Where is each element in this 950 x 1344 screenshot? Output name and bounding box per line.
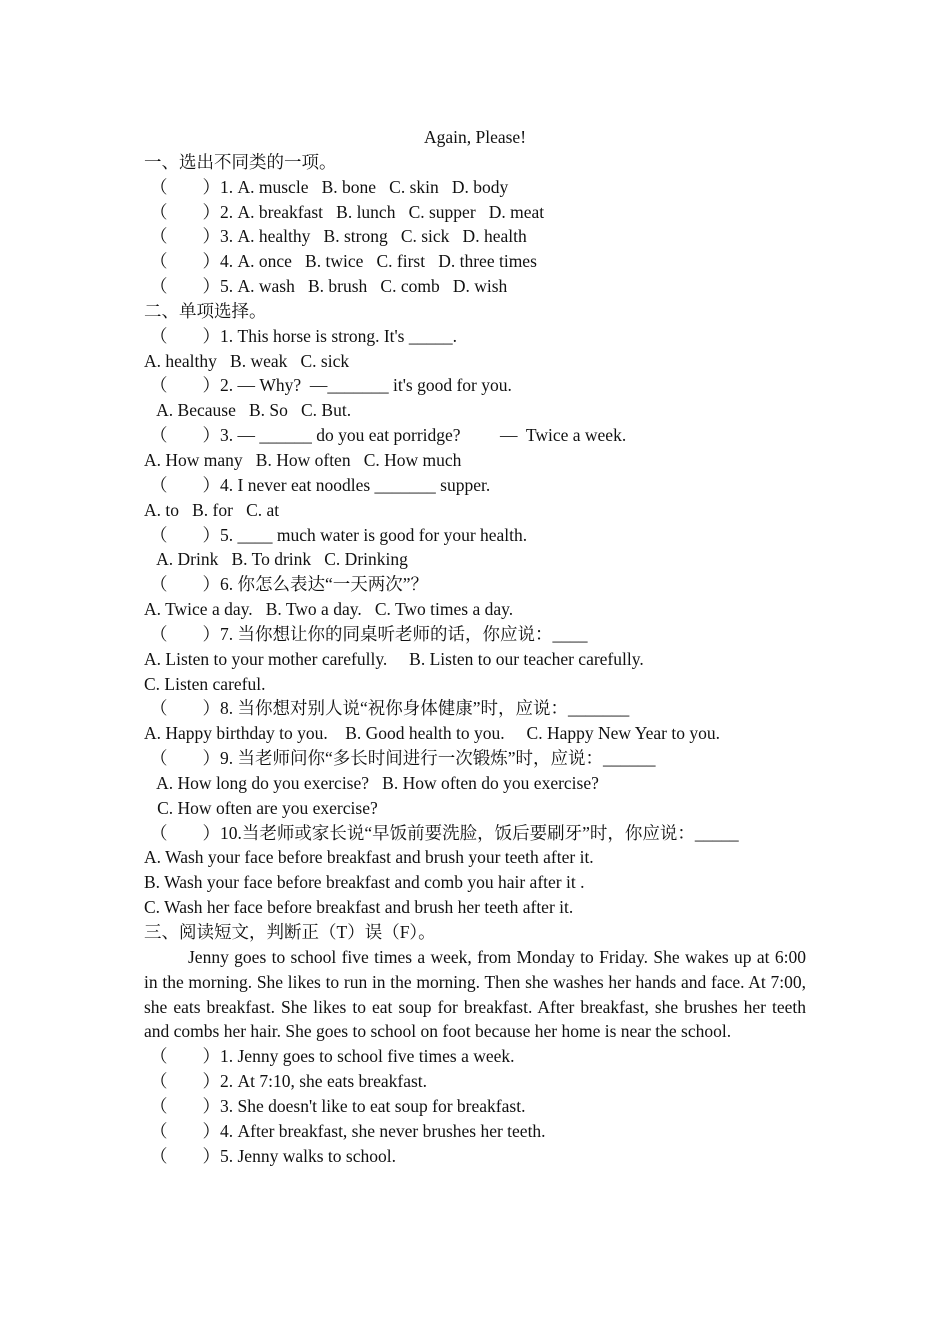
- question-line: （ ）5. ____ much water is good for your health.: [150, 524, 528, 545]
- options-line: A. healthy B. weak C. sick: [144, 350, 350, 371]
- options-line: B. Wash your face before breakfast and comb you hair after it .: [144, 872, 585, 893]
- question-line: （ ）1. A. muscle B. bone C. skin D. body: [150, 176, 509, 197]
- question-line: （ ）5. Jenny walks to school.: [150, 1145, 396, 1166]
- options-line: A. How long do you exercise? B. How often do you exercise?: [144, 772, 599, 793]
- reading-passage: Jenny goes to school five times a week, from Monday to Friday. She wakes up at 6:00 in the morning. She likes to run in the morning. Then she washes her hands and face. At 7:00, she eats breakfast. She likes to eat soup for breakfast. After breakfast, she brushes her teeth and combs her hair. She goes to school on foot because her home is near the school.: [144, 946, 806, 1042]
- options-line: A. Because B. So C. But.: [144, 400, 352, 421]
- section-heading: 二、单项选择。: [144, 300, 267, 321]
- question-line: （ ）9. 当老师问你“多长时间进行一次锻炼”时，应说：______: [150, 748, 656, 769]
- options-line: C. How often are you exercise?: [144, 797, 378, 818]
- question-line: （ ）3. She doesn't like to eat soup for breakfast.: [150, 1095, 526, 1116]
- options-line: A. Listen to your mother carefully. B. Listen to our teacher carefully.: [144, 648, 644, 669]
- options-line: A. How many B. How often C. How much: [144, 449, 462, 470]
- question-line: （ ）1. Jenny goes to school five times a week.: [150, 1046, 515, 1067]
- section-1: [144, 150, 806, 299]
- question-line: （ ）2. A. breakfast B. lunch C. supper D. meat: [150, 201, 545, 222]
- question-line: （ ）4. After breakfast, she never brushes her teeth.: [150, 1120, 546, 1141]
- section-heading: 三、阅读短文，判断正（T）误（F）。: [144, 922, 436, 942]
- section-3: [144, 920, 806, 1168]
- question-line: （ ）4. I never eat noodles _______ supper.: [150, 474, 491, 495]
- question-line: （ ）5. A. wash B. brush C. comb D. wish: [150, 276, 508, 297]
- question-line: （ ）1. This horse is strong. It's _____.: [150, 325, 457, 346]
- options-line: A. Wash your face before breakfast and brush your teeth after it.: [144, 847, 594, 868]
- page-title: Again, Please!: [423, 127, 527, 147]
- question-line: （ ）8. 当你想对别人说“祝你身体健康”时，应说：_______: [150, 698, 630, 719]
- options-line: A. to B. for C. at: [144, 499, 280, 520]
- question-line: （ ）6. 你怎么表达“一天两次”？: [150, 574, 429, 595]
- question-line: （ ）3. — ______ do you eat porridge? — Twice a week.: [150, 425, 627, 446]
- options-line: A. Drink B. To drink C. Drinking: [144, 549, 408, 570]
- worksheet: [144, 125, 806, 1168]
- question-line: （ ）10.当老师或家长说“早饭前要洗脸，饭后要刷牙”时，你应说：_____: [150, 822, 739, 843]
- question-line: （ ）3. A. healthy B. strong C. sick D. health: [150, 226, 527, 247]
- options-line: C. Listen careful.: [144, 673, 266, 694]
- question-line: （ ）2. At 7:10, she eats breakfast.: [150, 1071, 428, 1092]
- section-heading: 一、选出不同类的一项。: [144, 151, 337, 172]
- options-line: A. Happy birthday to you. B. Good health to you. C. Happy New Year to you.: [144, 723, 720, 744]
- question-line: （ ）7. 当你想让你的同桌听老师的话，你应说：____: [150, 623, 588, 644]
- question-line: （ ）2. — Why? —_______ it's good for you.: [150, 375, 512, 396]
- section-2: [144, 299, 806, 920]
- options-line: C. Wash her face before breakfast and brush her teeth after it.: [144, 897, 574, 918]
- question-line: （ ）4. A. once B. twice C. first D. three times: [150, 251, 537, 272]
- options-line: A. Twice a day. B. Two a day. C. Two times a day.: [144, 599, 514, 620]
